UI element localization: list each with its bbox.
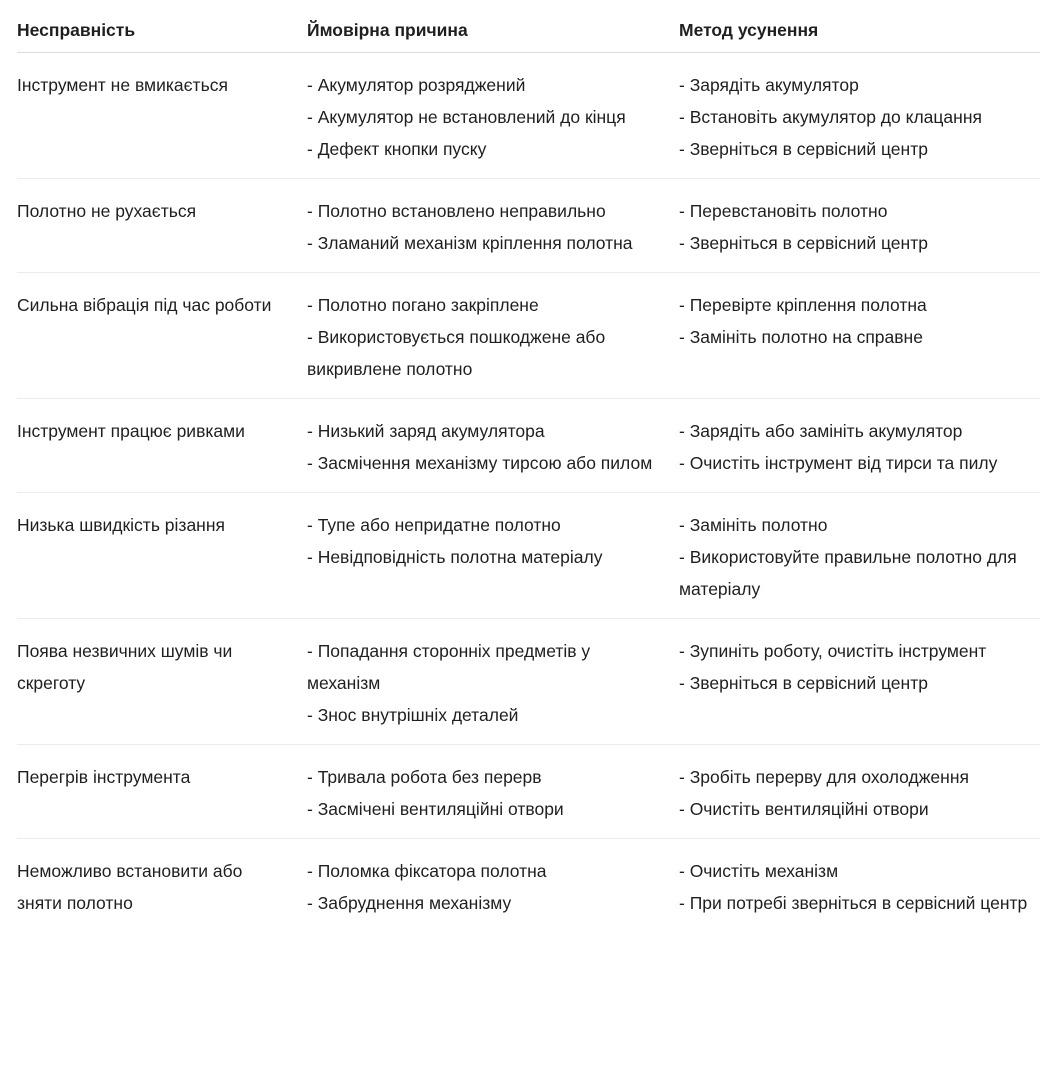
fix-item: - Замініть полотно на справне (679, 327, 923, 347)
table-row (17, 399, 1040, 493)
fix-item: - Зарядіть або замініть акумулятор (679, 421, 963, 441)
cause-item: - Знос внутрішніх деталей (307, 705, 519, 725)
header-cause: Ймовірна причина (307, 0, 679, 53)
cause-item: - Полотно погано закріплене (307, 295, 539, 315)
fault-cell: Полотно не рухається (17, 179, 307, 273)
cause-cell (307, 493, 679, 619)
cause-item: - Зламаний механізм кріплення полотна (307, 233, 633, 253)
fix-item: - При потребі зверніться в сервісний центр (679, 893, 1028, 913)
fix-cell (679, 493, 1040, 619)
header-fix: Метод усунення (679, 0, 1040, 53)
fix-item: - Зробіть перерву для охолодження (679, 767, 969, 787)
fault-cell: Перегрів інструмента (17, 745, 307, 839)
fault-cell: Поява незвичних шумів чи скреготу (17, 619, 307, 745)
cause-item: - Попадання сторонніх предметів у механізм (307, 641, 591, 693)
cause-item: - Засмічені вентиляційні отвори (307, 799, 564, 819)
cause-item: - Полотно встановлено неправильно (307, 201, 606, 221)
cause-item: - Невідповідність полотна матеріалу (307, 547, 603, 567)
fix-item: - Зверніться в сервісний центр (679, 673, 928, 693)
cause-cell (307, 839, 679, 933)
fix-cell (679, 273, 1040, 399)
cause-item: - Використовується пошкоджене або викривлене полотно (307, 327, 606, 379)
cause-cell (307, 273, 679, 399)
fix-item: - Зарядіть акумулятор (679, 75, 859, 95)
table-row (17, 839, 1040, 933)
cause-item: - Дефект кнопки пуску (307, 139, 487, 159)
fault-cell: Інструмент не вмикається (17, 53, 307, 179)
fix-item: - Використовуйте правильне полотно для матеріалу (679, 547, 1017, 599)
cause-item: - Забруднення механізму (307, 893, 512, 913)
table-row (17, 53, 1040, 179)
fix-cell (679, 745, 1040, 839)
fault-cell: Інструмент працює ривками (17, 399, 307, 493)
table-row (17, 619, 1040, 745)
cause-item: - Тупе або непридатне полотно (307, 515, 561, 535)
table-header-row (17, 0, 1040, 53)
cause-item: - Тривала робота без перерв (307, 767, 542, 787)
table-body (17, 53, 1040, 933)
cause-cell (307, 179, 679, 273)
header-fault: Несправність (17, 0, 307, 53)
table-row (17, 179, 1040, 273)
fix-item: - Встановіть акумулятор до клацання (679, 107, 982, 127)
fix-item: - Очистіть інструмент від тирси та пилу (679, 453, 998, 473)
fix-item: - Зупиніть роботу, очистіть інструмент (679, 641, 987, 661)
cause-item: - Акумулятор не встановлений до кінця (307, 107, 626, 127)
table-row (17, 273, 1040, 399)
cause-item: - Поломка фіксатора полотна (307, 861, 547, 881)
table-row (17, 745, 1040, 839)
fix-cell (679, 839, 1040, 933)
fix-cell (679, 619, 1040, 745)
fix-item: - Перевірте кріплення полотна (679, 295, 927, 315)
cause-item: - Низький заряд акумулятора (307, 421, 545, 441)
fix-item: - Очистіть вентиляційні отвори (679, 799, 929, 819)
table-row (17, 493, 1040, 619)
fault-cell: Неможливо встановити або зняти полотно (17, 861, 243, 913)
troubleshooting-table (17, 0, 1040, 932)
fix-item: - Зверніться в сервісний центр (679, 233, 928, 253)
fix-cell (679, 179, 1040, 273)
fix-item: - Замініть полотно (679, 515, 828, 535)
fix-item: - Зверніться в сервісний центр (679, 139, 928, 159)
fix-cell (679, 399, 1040, 493)
fix-cell (679, 53, 1040, 179)
fix-item: - Перевстановіть полотно (679, 201, 888, 221)
fault-cell: Низька швидкість різання (17, 493, 307, 619)
cause-cell (307, 745, 679, 839)
cause-cell (307, 53, 679, 179)
fix-item: - Очистіть механізм (679, 861, 839, 881)
cause-item: - Акумулятор розряджений (307, 75, 526, 95)
cause-cell (307, 619, 679, 745)
fault-cell: Сильна вібрація під час роботи (17, 273, 307, 399)
cause-cell (307, 399, 679, 493)
cause-item: - Засмічення механізму тирсою або пилом (307, 453, 653, 473)
